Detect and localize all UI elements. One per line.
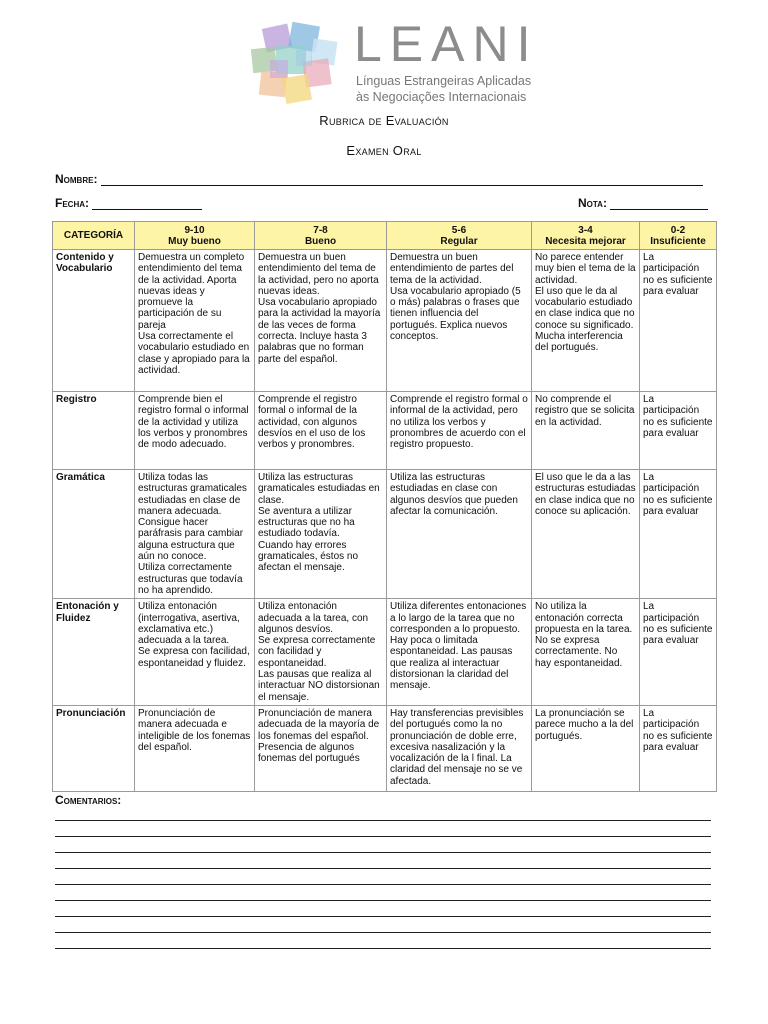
nombre-line[interactable] xyxy=(101,173,703,186)
rubric-cell: Utiliza todas las estructuras gramaticales estudiadas en clase de manera adecuada. Consigue hacer paráfrasis para cambiar alguna estructura que aún no conoce. Utiliza correctamente estructuras que todavía no ha aprendido. xyxy=(135,470,255,599)
comment-line[interactable] xyxy=(55,932,711,933)
rubric-cell: Pronunciación de manera adecuada e inteligible de los fonemas del español. xyxy=(135,705,255,791)
rubric-cell: Demuestra un buen entendimiento del tema de la actividad, pero no aporta nuevas ideas. Usa vocabulario apropiado para la actividad la mayoría de las veces de forma correcta. Incluye hasta 3 palabras que no forman parte del español. xyxy=(255,250,387,392)
rubric-cell: Utiliza entonación (interrogativa, asertiva, exclamativa etc.) adecuada a la tarea. Se expresa con facilidad, espontaneidad y fluidez. xyxy=(135,599,255,706)
table-header-row xyxy=(53,222,717,250)
header-necesita-mejorar: 3-4 Necesita mejorar xyxy=(532,222,640,250)
logo-subtitle-2: às Negociações Internacionais xyxy=(356,90,527,104)
rubric-cell: La participación no es suficiente para evaluar xyxy=(640,705,717,791)
rubric-cell: No comprende el registro que se solicita en la actividad. xyxy=(532,392,640,470)
rubric-table xyxy=(52,221,717,792)
category-cell: Pronunciación xyxy=(53,705,135,791)
comment-line[interactable] xyxy=(55,884,711,885)
rubric-cell: Hay transferencias previsibles del portugués como la no pronunciación de doble erre, excesiva nasalización y la vocalización de la l final. La claridad del mensaje no se ve afectada. xyxy=(387,705,532,791)
logo-title: LEANI xyxy=(354,16,539,72)
category-cell: Contenido y Vocabulario xyxy=(53,250,135,392)
rubric-cell: El uso que le da a las estructuras estudiadas en clase indica que no conoce su aplicación. xyxy=(532,470,640,599)
rubric-cell: La participación no es suficiente para evaluar xyxy=(640,392,717,470)
header-bueno: 7-8 Bueno xyxy=(255,222,387,250)
comment-line[interactable] xyxy=(55,820,711,821)
comment-line[interactable] xyxy=(55,836,711,837)
table-row xyxy=(53,392,717,470)
page-subtitle: Examen Oral xyxy=(346,143,422,158)
table-row xyxy=(53,250,717,392)
fecha-field[interactable] xyxy=(55,196,202,210)
rubric-cell: Utiliza entonación adecuada a la tarea, con algunos desvíos. Se expresa correctamente con facilidad y espontaneidad. Las pausas que realiza al interactuar NO distorsionan el mensaje. xyxy=(255,599,387,706)
page-title: Rubrica de Evaluación xyxy=(319,113,449,128)
rubric-cell: No parece entender muy bien el tema de la actividad. El uso que le da al vocabulario estudiado en clase indica que no conoce su significado. Mucha interferencia del portugués. xyxy=(532,250,640,392)
rubric-cell: Comprende bien el registro formal o informal de la actividad y utiliza los verbos y pronombres de modo adecuado. xyxy=(135,392,255,470)
nota-field[interactable] xyxy=(578,196,708,210)
rubric-cell: Demuestra un buen entendimiento de partes del tema de la actividad. Usa vocabulario apropiado (5 o más) palabras o frases que tienen influencia del portugués. Explica nuevos conceptos. xyxy=(387,250,532,392)
comment-line[interactable] xyxy=(55,852,711,853)
header-muy-bueno: 9-10 Muy bueno xyxy=(135,222,255,250)
rubric-cell: Pronunciación de manera adecuada de la mayoría de los fonemas del español. Presencia de algunos fonemas del portugués xyxy=(255,705,387,791)
rubric-cell: Utiliza las estructuras estudiadas en clase con algunos desvíos que pueden afectar la comunicación. xyxy=(387,470,532,599)
nombre-field[interactable] xyxy=(55,172,703,186)
table-row xyxy=(53,599,717,706)
category-cell: Gramática xyxy=(53,470,135,599)
nota-label: Nota: xyxy=(578,196,607,210)
rubric-cell: La participación no es suficiente para evaluar xyxy=(640,250,717,392)
comments-label: Comentarios: xyxy=(55,793,122,807)
logo-mosaic-icon xyxy=(246,20,346,110)
comment-line[interactable] xyxy=(55,868,711,869)
category-cell: Registro xyxy=(53,392,135,470)
category-cell: Entonación y Fluidez xyxy=(53,599,135,706)
comment-line[interactable] xyxy=(55,900,711,901)
rubric-cell: Demuestra un completo entendimiento del tema de la actividad. Aporta nuevas ideas y promueve la participación de su pareja Usa correctamente el vocabulario estudiado en clase y apropiado para la actividad. xyxy=(135,250,255,392)
table-row xyxy=(53,705,717,791)
rubric-cell: Utiliza las estructuras gramaticales estudiadas en clase. Se aventura a utilizar estructuras que no ha estudiado todavía. Cuando hay errores gramaticales, éstos no afectan el mensaje. xyxy=(255,470,387,599)
rubric-cell: No utiliza la entonación correcta propuesta en la tarea. No se expresa correctamente. No hay espontaneidad. xyxy=(532,599,640,706)
leani-logo xyxy=(246,16,539,110)
fecha-label: Fecha: xyxy=(55,196,89,210)
fecha-line[interactable] xyxy=(92,197,202,210)
comment-line[interactable] xyxy=(55,916,711,917)
rubric-cell: Utiliza diferentes entonaciones a lo largo de la tarea que no corresponden a lo propuesto. Hay poca o limitada espontaneidad. Las pausas que realiza al interactuar distorsionan la claridad del mensaje. xyxy=(387,599,532,706)
header-regular: 5-6 Regular xyxy=(387,222,532,250)
rubric-cell: La participación no es suficiente para evaluar xyxy=(640,470,717,599)
rubric-cell: Comprende el registro formal o informal de la actividad, con algunos desvíos en el uso de los verbos y pronombres. xyxy=(255,392,387,470)
rubric-cell: La participación no es suficiente para evaluar xyxy=(640,599,717,706)
table-row xyxy=(53,470,717,599)
logo-subtitle-1: Línguas Estrangeiras Aplicadas xyxy=(356,74,532,88)
nota-line[interactable] xyxy=(610,197,708,210)
rubric-cell: La pronunciación se parece mucho a la del portugués. xyxy=(532,705,640,791)
header-categoria: CATEGORÍA xyxy=(53,222,135,250)
nombre-label: Nombre: xyxy=(55,172,98,186)
rubric-cell: Comprende el registro formal o informal de la actividad, pero no utiliza los verbos y pronombres de acuerdo con el registro propuesto. xyxy=(387,392,532,470)
comment-line[interactable] xyxy=(55,948,711,949)
header-insuficiente: 0-2 Insuficiente xyxy=(640,222,717,250)
